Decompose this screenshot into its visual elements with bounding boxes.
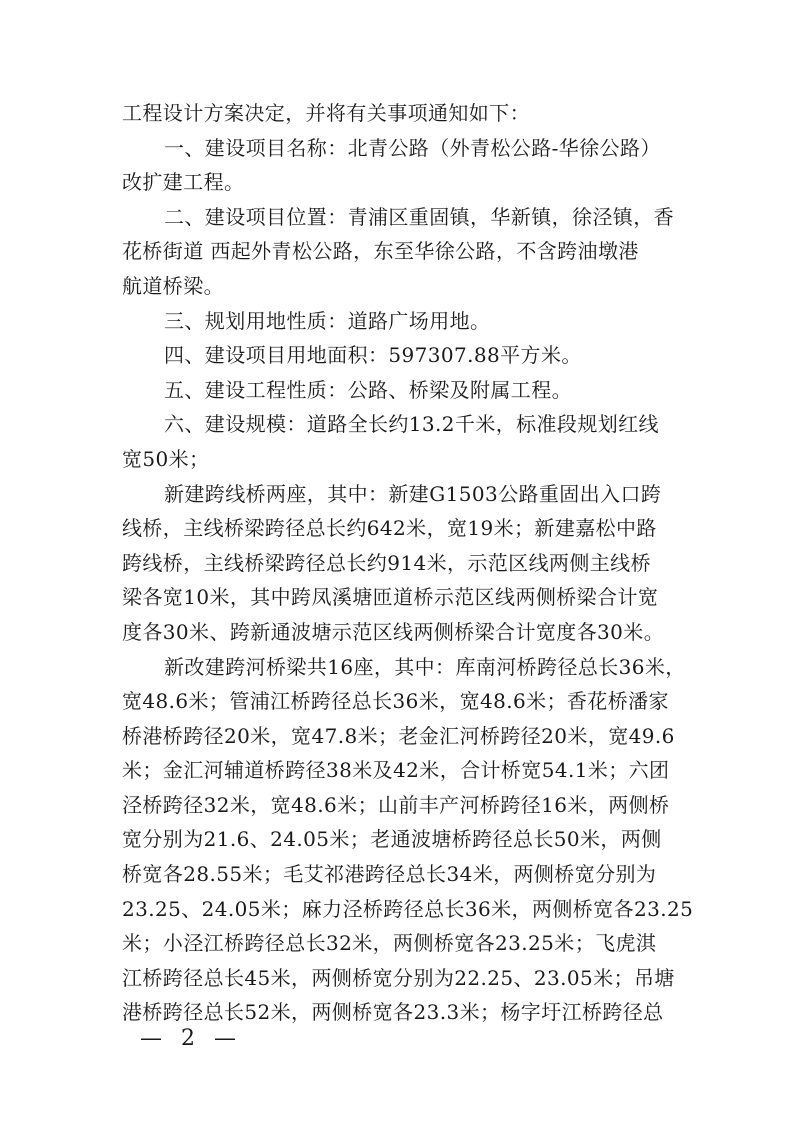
text-line: 宽50米； — [122, 446, 210, 471]
text-line: 梁各宽10米，其中跨凤溪塘匝道桥示范区线两侧桥梁合计宽 — [122, 585, 659, 610]
text-line: 五、建设工程性质：公路、桥梁及附属工程。 — [164, 377, 572, 402]
page-number: — 2 — — [140, 1026, 242, 1051]
text-line: 宽48.6米；管浦江桥跨径总长36米，宽48.6米；香花桥潘家 — [122, 689, 669, 714]
text-line: 一、建设项目名称：北青公路（外青松公路-华徐公路） — [164, 135, 661, 160]
text-line: 度各30米、跨新通波塘示范区线两侧桥梁合计宽度各30米。 — [122, 619, 665, 644]
text-line: 航道桥梁。 — [122, 273, 224, 298]
paragraph — [122, 131, 682, 200]
text-line: 米；小泾江桥跨径总长32米，两侧桥宽各23.25米；飞虎淇 — [122, 931, 657, 956]
text-line: 宽分别为21.6、24.05米；老通波塘桥跨径总长50米，两侧 — [122, 827, 662, 852]
text-line: 线桥，主线桥梁跨径总长约642米，宽19米；新建嘉松中路 — [122, 516, 657, 541]
paragraph — [122, 373, 682, 408]
paragraph — [122, 477, 682, 650]
text-line: 四、建设项目用地面积：597307.88平方米。 — [164, 343, 582, 368]
text-line: 泾桥跨径32米，宽48.6米；山前丰产河桥跨径16米，两侧桥 — [122, 792, 670, 817]
text-line: 二、建设项目位置：青浦区重固镇，华新镇，徐泾镇，香 — [164, 204, 674, 229]
text-line: 三、规划用地性质：道路广场用地。 — [164, 308, 491, 333]
text-line: 23.25、24.05米；麻力泾桥跨径总长36米，两侧桥宽各23.25 — [122, 896, 694, 921]
text-line: 花桥街道 西起外青松公路，东至华徐公路，不含跨油墩港 — [122, 239, 639, 264]
text-line: 米；金汇河辅道桥跨径38米及42米，合计桥宽54.1米；六团 — [122, 758, 670, 783]
text-line: 六、建设规模：道路全长约13.2千米，标准段规划红线 — [164, 412, 659, 437]
paragraph — [122, 200, 682, 304]
paragraph — [122, 304, 682, 339]
text-line: 江桥跨径总长45米，两侧桥宽分别为22.25、23.05米；吊塘 — [122, 965, 675, 990]
paragraph — [122, 96, 682, 131]
paragraph — [122, 650, 694, 1031]
text-line: 桥宽各28.55米；毛艾祁港跨径总长34米，两侧桥宽分别为 — [122, 862, 657, 887]
text-line: 港桥跨径总长52米，两侧桥宽各23.3米；杨字圩江桥跨径总 — [122, 1000, 664, 1025]
text-line: 工程设计方案决定，并将有关事项通知如下： — [122, 101, 530, 125]
text-line: 跨线桥，主线桥梁跨径总长约914米，示范区线两侧主线桥 — [122, 550, 651, 575]
document-body — [122, 96, 694, 1030]
text-line: 新改建跨河桥梁共16座，其中：库南河桥跨径总长36米， — [164, 654, 686, 679]
paragraph — [122, 338, 682, 373]
text-line: 改扩建工程。 — [122, 170, 245, 195]
text-line: 桥港桥跨径20米，宽47.8米；老金汇河桥跨径20米，宽49.6 — [122, 723, 675, 748]
paragraph — [122, 407, 682, 476]
text-line: 新建跨线桥两座，其中：新建G1503公路重固出入口跨 — [164, 481, 662, 506]
